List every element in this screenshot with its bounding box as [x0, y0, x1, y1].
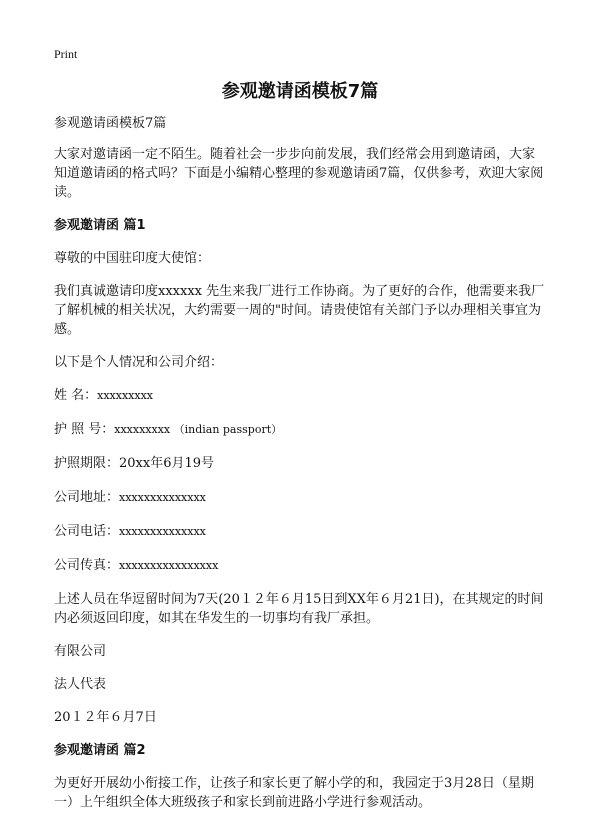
field-value: xxxxxxxxx （indian passport）	[114, 423, 283, 436]
field-value: 20xx年6月19号	[119, 456, 215, 471]
field-value: xxxxxxxxxxxxxxxx	[119, 559, 219, 572]
field-label: 护照期限：	[54, 456, 120, 471]
field-label: 公司电话：	[54, 524, 120, 539]
intro-paragraph: 大家对邀请函一定不陌生。随着社会一步步向前发展，我们经常会用到邀请函，大家知道邀请函的格式吗？下面是小编精心整理的参观邀请函7篇，仅供参考，欢迎大家阅读。	[54, 147, 544, 200]
section1-stay-info: 上述人员在华逗留时间为7天(20１２年６月15日到XX年６月21日)，在其规定的时间内必须返回印度，如其在华发生的一切事均有我厂承担。	[54, 592, 544, 626]
document-title: 参观邀请函模板7篇	[221, 81, 379, 102]
section1-body: 我们真诚邀请印度xxxxxx 先生来我厂进行工作协商。为了更好的合作，他需要来我厂了解机械的相关状况，大约需要一周的"时间。请贵使馆有关部门予以办理相关事宜为感。	[54, 284, 545, 337]
field-name	[54, 386, 546, 405]
section1-company: 有限公司	[54, 644, 107, 659]
field-value: xxxxxxxxxxxxxx	[119, 491, 206, 504]
section1-info-intro: 以下是个人情况和公司介绍：	[54, 355, 224, 370]
field-value: xxxxxxxxxxxxxx	[119, 525, 206, 538]
field-company-address	[54, 488, 546, 507]
field-label: 护 照 号：	[54, 422, 115, 437]
section2-body: 为更好开展幼小衔接工作，让孩子和家长更了解小学的和，我园定于3月28日（星期一）上午组织全体大班级孩子和家长到前进路小学进行参观活动。	[54, 776, 534, 810]
field-value: xxxxxxxxx	[97, 389, 153, 402]
field-label: 公司传真：	[54, 558, 120, 573]
field-passport-expiry	[54, 454, 546, 473]
section1-salutation: 尊敬的中国驻印度大使馆：	[54, 251, 211, 266]
section1-heading: 参观邀请函 篇1	[54, 218, 146, 233]
field-passport	[54, 420, 546, 439]
section1-legal-rep: 法人代表	[54, 677, 107, 692]
field-label: 公司地址：	[54, 490, 120, 505]
section2-heading: 参观邀请函 篇2	[54, 743, 146, 758]
field-label: 姓 名：	[54, 388, 98, 403]
field-company-fax	[54, 556, 546, 575]
section1-date: 20１２年６月7日	[54, 710, 157, 725]
document-subheading: 参观邀请函模板7篇	[54, 116, 167, 131]
field-company-phone	[54, 522, 546, 541]
print-label: Print	[54, 47, 78, 61]
